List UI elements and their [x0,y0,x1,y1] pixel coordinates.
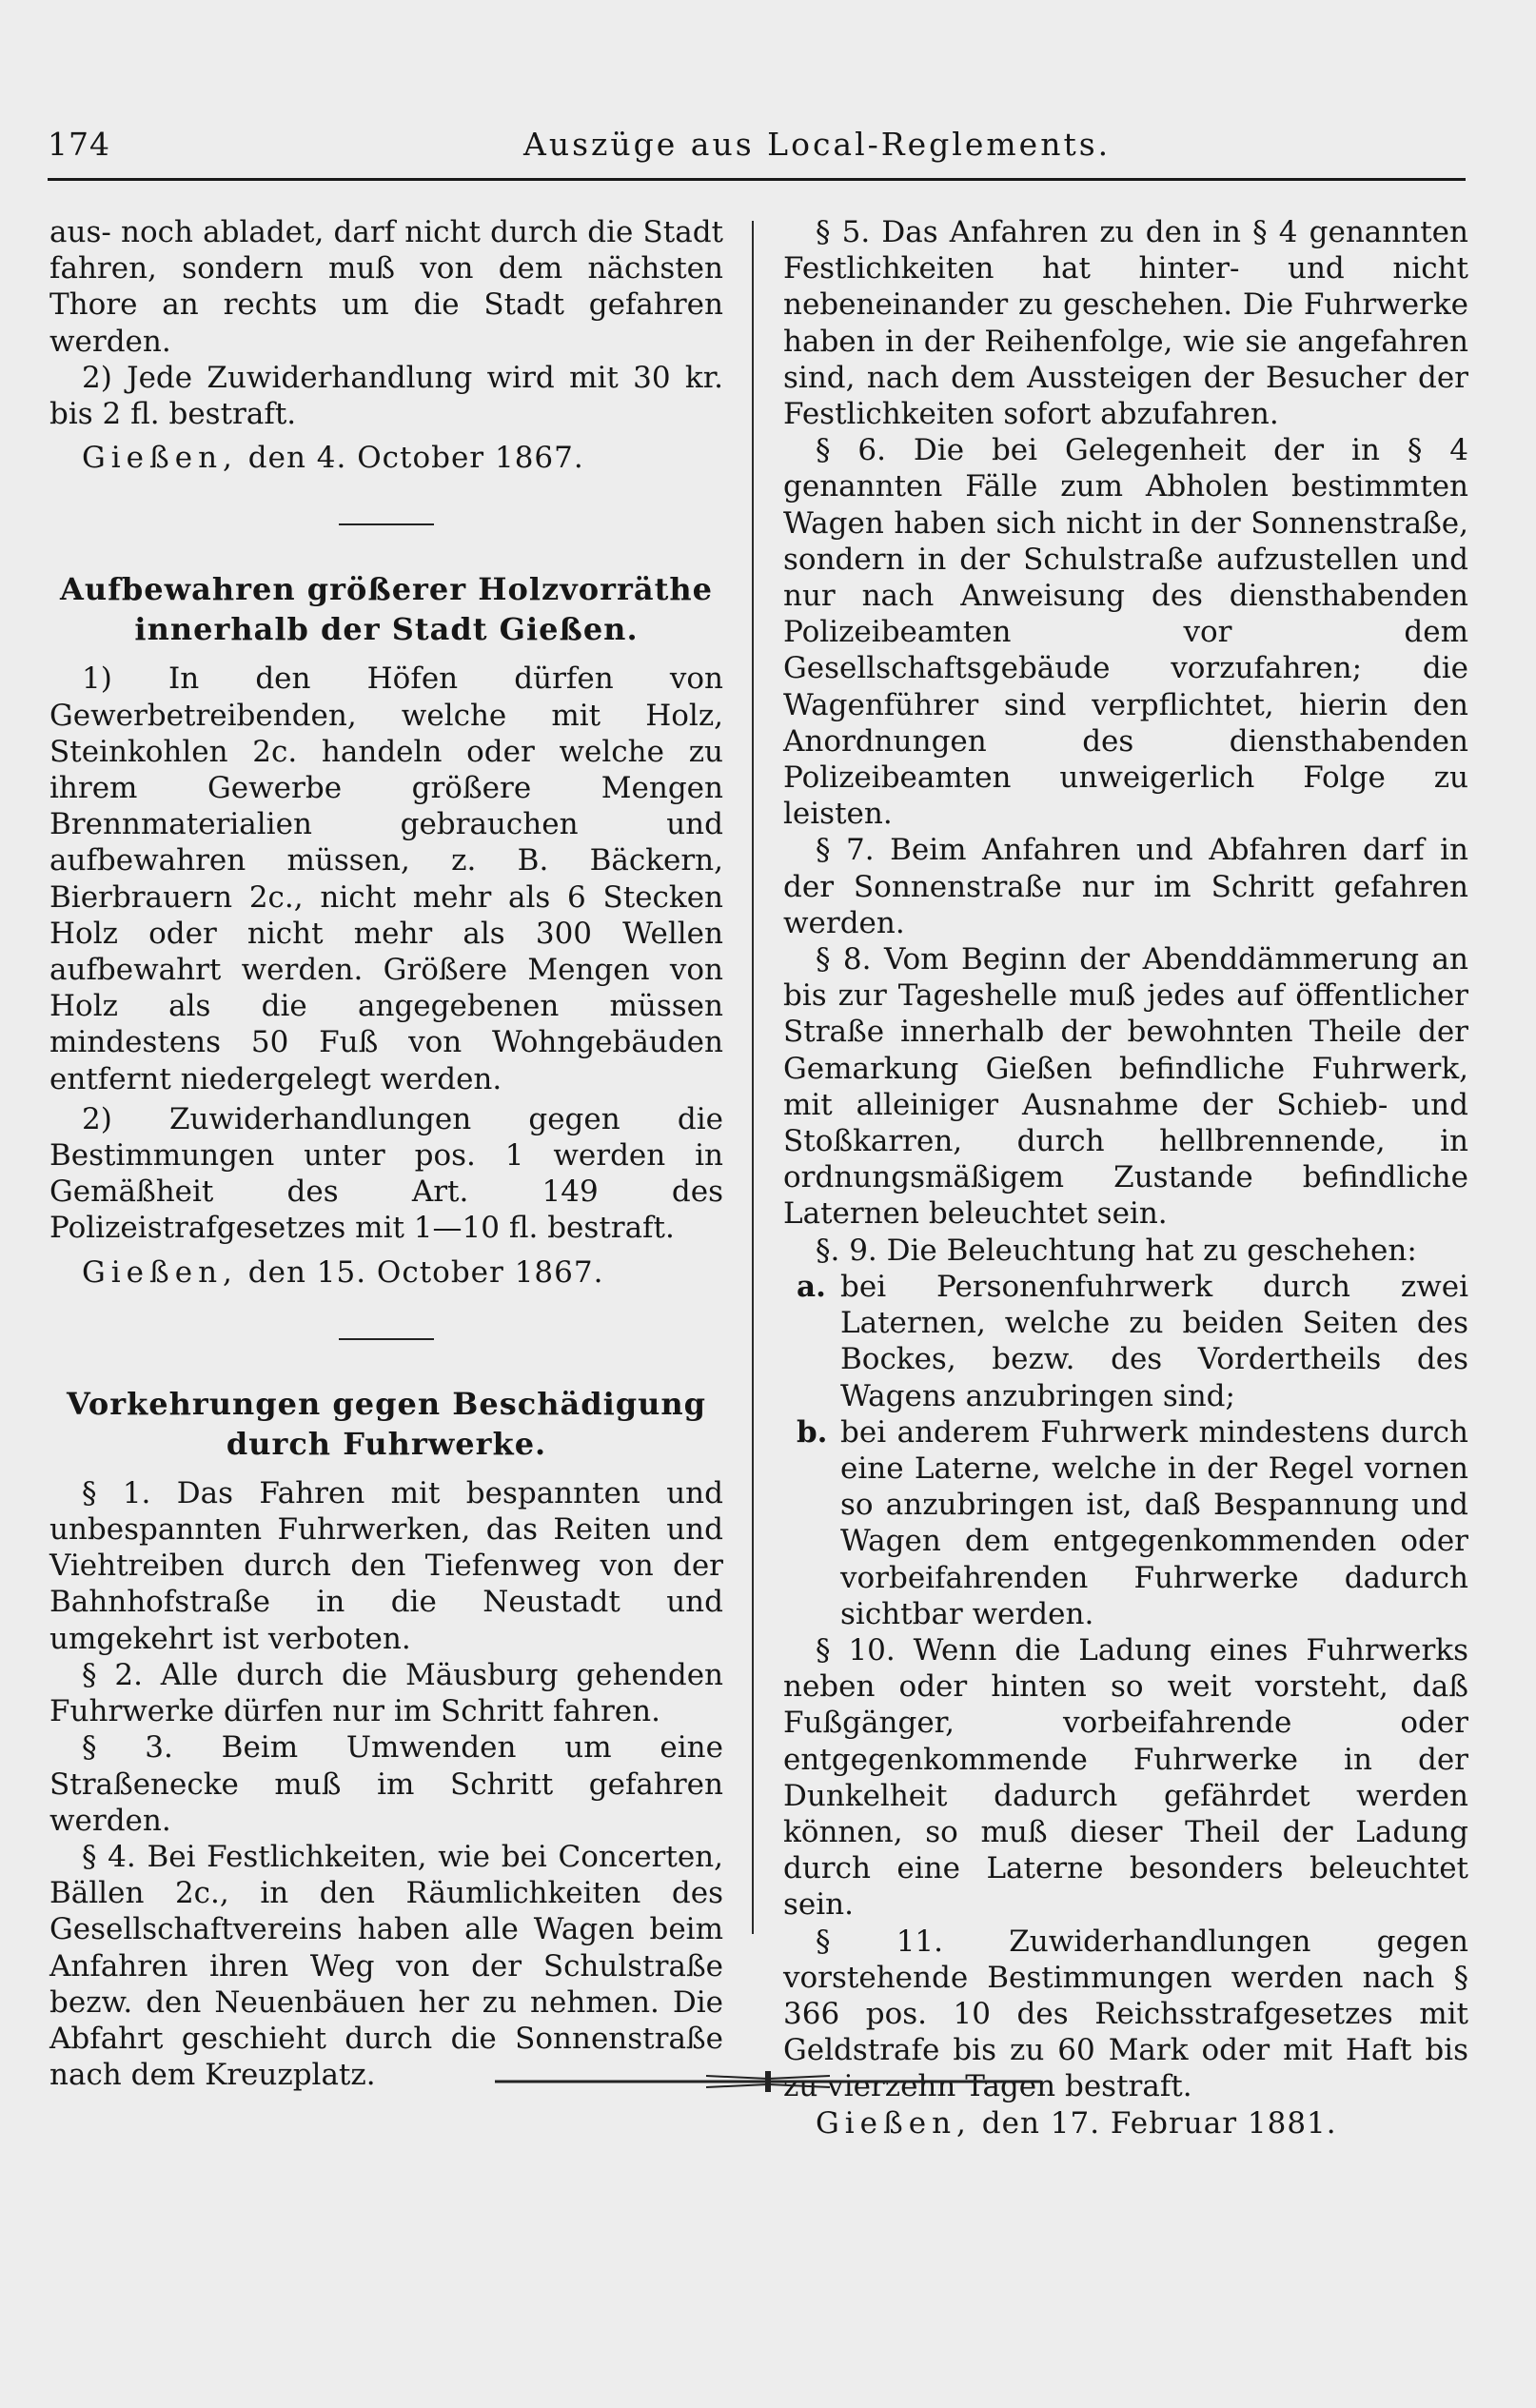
signature-place: Gießen, [82,441,238,476]
paragraph: § 11. Zuwiderhandlungen gegen vorstehende Bestimmungen werden nach § 366 pos. 10 des Reichsstrafgesetzes mit Geldstrafe bis zu 60 Mark oder mit Haft bis zu vierzehn Tagen bestraft. [783,1924,1468,2104]
paragraph: § 7. Beim Anfahren und Abfahren darf in der Sonnenstraße nur im Schritt gefahren werden. [783,833,1468,940]
section-heading: Aufbewahren größerer Holzvorräthe innerhalb der Stadt Gießen. [60,571,713,648]
paragraph: 2) Zuwiderhandlungen gegen die Bestimmungen unter pos. 1 werden in Gemäßheit des Art. 149 des Polizeistrafgesetzes mit 1—10 fl. bestraft. [49,1101,723,1246]
list-item-text: bei Personenfuhrwerk durch zwei Laternen, welche zu beiden Seiten des Bockes, bezw. des Vordertheils des Wagens anzubringen sind; [840,1269,1468,1413]
right-column [783,214,1468,2142]
list-item [783,1269,1468,1414]
column-divider [752,221,754,1934]
list-item [783,1414,1468,1632]
section-heading: Vorkehrungen gegen Beschädigung durch Fuhrwerke. [66,1385,706,1462]
paragraph: 2) Jede Zuwiderhandlung wird mit 30 kr. bis 2 fl. bestraft. [49,360,723,432]
header-rule [48,178,1466,181]
left-column [49,214,723,2093]
paragraph: § 10. Wenn die Ladung eines Fuhrwerks neben oder hinten so weit vorsteht, daß Fußgänger, vorbeifahrende oder entgegenkommende Fuhrwerke in der Dunkelheit dadurch gefährdet werden können, so muß dieser Theil der Ladung durch eine Laterne besonders beleuchtet sein. [783,1632,1468,1923]
signature-line [783,2105,1468,2142]
signature-date: den 4. October 1867. [247,441,584,476]
signature-line [49,1254,723,1291]
signature-line [49,440,723,476]
paragraph: 1) In den Höfen dürfen von Gewerbetreibenden, welche mit Holz, Steinkohlen 2c. handeln oder welche zu ihrem Gewerbe größere Mengen Brennmaterialien gebrauchen und aufbewahren müssen, z. B. Bäckern, Bierbrauern 2c., nicht mehr als 6 Stecken Holz oder nicht mehr als 300 Wellen aufbewahrt werden. Größere Mengen von Holz als die angegebenen müssen mindestens 50 Fuß von Wohngebäuden entfernt niedergelegt werden. [49,661,723,1096]
signature-date: den 15. October 1867. [247,1254,604,1290]
paragraph: § 8. Vom Beginn der Abenddämmerung an bis zur Tageshelle muß jedes auf öffentlicher Straße innerhalb der bewohnten Theile der Gemarkung Gießen befindliche Fuhrwerk, mit alleiniger Ausnahme der Schieb- und Stoßkarren, durch hellbrennende, in ordnungsmäßigem Zustande befindliche Laternen beleuchtet sein. [783,942,1468,1232]
paragraph: § 2. Alle durch die Mäusburg gehenden Fuhrwerke dürfen nur im Schritt fahren. [49,1657,723,1729]
signature-place: Gießen, [816,2105,972,2141]
running-title: Auszüge aus Local-Reglements. [523,126,1112,163]
paragraph: § 3. Beim Umwenden um eine Straßenecke muß im Schritt gefahren werden. [49,1730,723,1838]
paragraph: § 5. Das Anfahren zu den in § 4 genannten Festlichkeiten hat hinter- und nicht nebeneinander zu geschehen. Die Fuhrwerke haben in der Reihenfolge, wie sie angefahren sind, nach dem Aussteigen der Besucher der Festlichkeiten sofort abzufahren. [783,215,1468,432]
list-item-label: b. [797,1414,828,1450]
list-item-label: a. [797,1269,826,1304]
section-separator [339,1338,434,1340]
section-separator [339,523,434,525]
paragraph: aus- noch abladet, darf nicht durch die Stadt fahren, sondern muß von dem nächsten Thore an rechts um die Stadt gefahren werden. [49,215,723,359]
list-item-text: bei anderem Fuhrwerk mindestens durch eine Laterne, welche in der Regel vornen so anzubringen ist, daß Bespannung und Wagen dem entgegenkommenden oder vorbeifahrenden Fuhrwerke dadurch sichtbar werden. [840,1414,1468,1631]
end-ornament [495,2070,1041,2093]
paragraph: § 6. Die bei Gelegenheit der in § 4 genannten Fälle zum Abholen bestimmten Wagen haben sich nicht in der Sonnenstraße, sondern in der Schulstraße aufzustellen und nur nach Anweisung des diensthabenden Polizeibeamten vor dem Gesellschaftsgebäude vorzufahren; die Wagenführer sind verpflichtet, hierin den Anordnungen des diensthabenden Polizeibeamten unweigerlich Folge zu leisten. [783,433,1468,832]
paragraph: §. 9. Die Beleuchtung hat zu geschehen: [816,1233,1417,1268]
paragraph: § 1. Das Fahren mit bespannten und unbespannten Fuhrwerken, das Reiten und Viehtreiben durch den Tiefenweg von der Bahnhofstraße in die Neustadt und umgekehrt ist verboten. [49,1475,723,1656]
signature-date: den 17. Februar 1881. [981,2105,1337,2141]
page-number: 174 [48,126,110,163]
paragraph: § 4. Bei Festlichkeiten, wie bei Concerten, Bällen 2c., in den Räumlichkeiten des Gesellschaftvereins haben alle Wagen beim Anfahren ihren Weg von der Schulstraße bezw. den Neuenbäuen her zu nehmen. Die Abfahrt geschieht durch die Sonnenstraße nach dem Kreuzplatz. [49,1839,723,2093]
signature-place: Gießen, [82,1254,238,1290]
